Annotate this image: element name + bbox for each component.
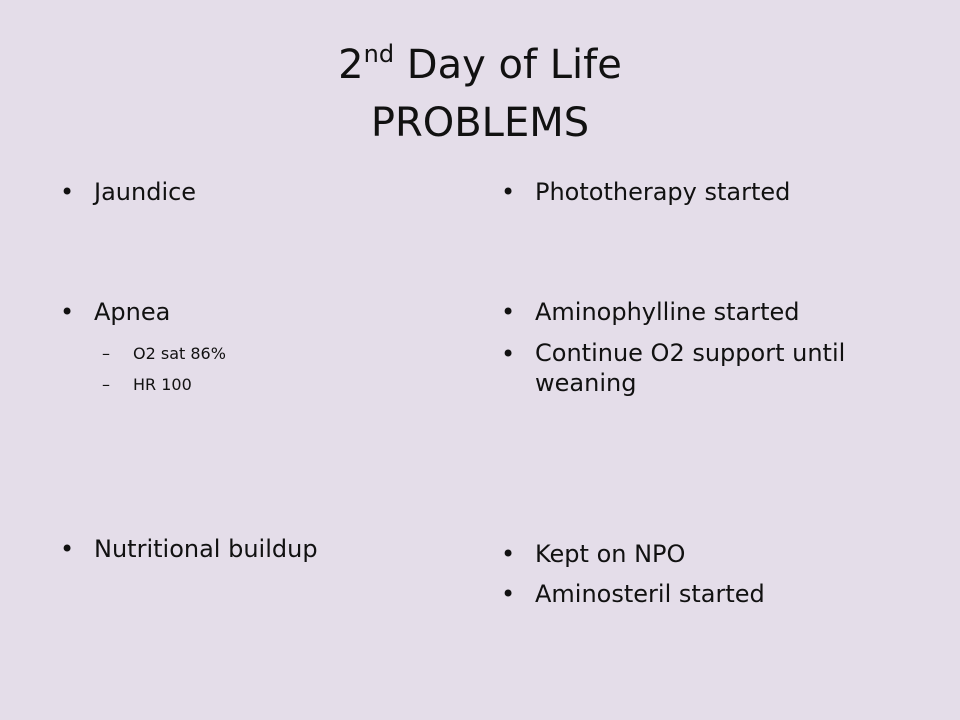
bullet-dot: • bbox=[60, 298, 75, 326]
bullet-text: Nutritional buildup bbox=[94, 535, 318, 563]
bullet-text: Aminophylline started bbox=[535, 298, 800, 326]
sub-dash: – bbox=[102, 375, 110, 394]
title-prefix: 2 bbox=[338, 42, 364, 88]
bullet-dot: • bbox=[501, 178, 516, 206]
sub-text: HR 100 bbox=[133, 375, 192, 394]
bullet-text: Aminosteril started bbox=[535, 580, 765, 608]
bullet-text: Apnea bbox=[94, 298, 171, 326]
sub-dash: – bbox=[102, 344, 110, 363]
bullet-text: Kept on NPO bbox=[535, 540, 686, 568]
bullet-dot: • bbox=[501, 298, 516, 326]
bullet-dot: • bbox=[60, 178, 75, 206]
title-line-2: PROBLEMS bbox=[370, 100, 590, 146]
sub-text: O2 sat 86% bbox=[133, 344, 226, 363]
bullet-dot: • bbox=[501, 580, 516, 608]
right-column bbox=[501, 0, 931, 720]
left-column bbox=[60, 0, 460, 720]
title-suffix: Day of Life bbox=[394, 42, 622, 88]
bullet-text: Continue O2 support until weaning bbox=[535, 339, 846, 397]
bullet-text: Phototherapy started bbox=[535, 178, 791, 206]
bullet-dot: • bbox=[60, 535, 75, 563]
bullet-dot: • bbox=[501, 540, 516, 568]
bullet-dot: • bbox=[501, 340, 516, 368]
bullet-text: Jaundice bbox=[94, 178, 197, 206]
title-superscript: nd bbox=[363, 40, 395, 68]
